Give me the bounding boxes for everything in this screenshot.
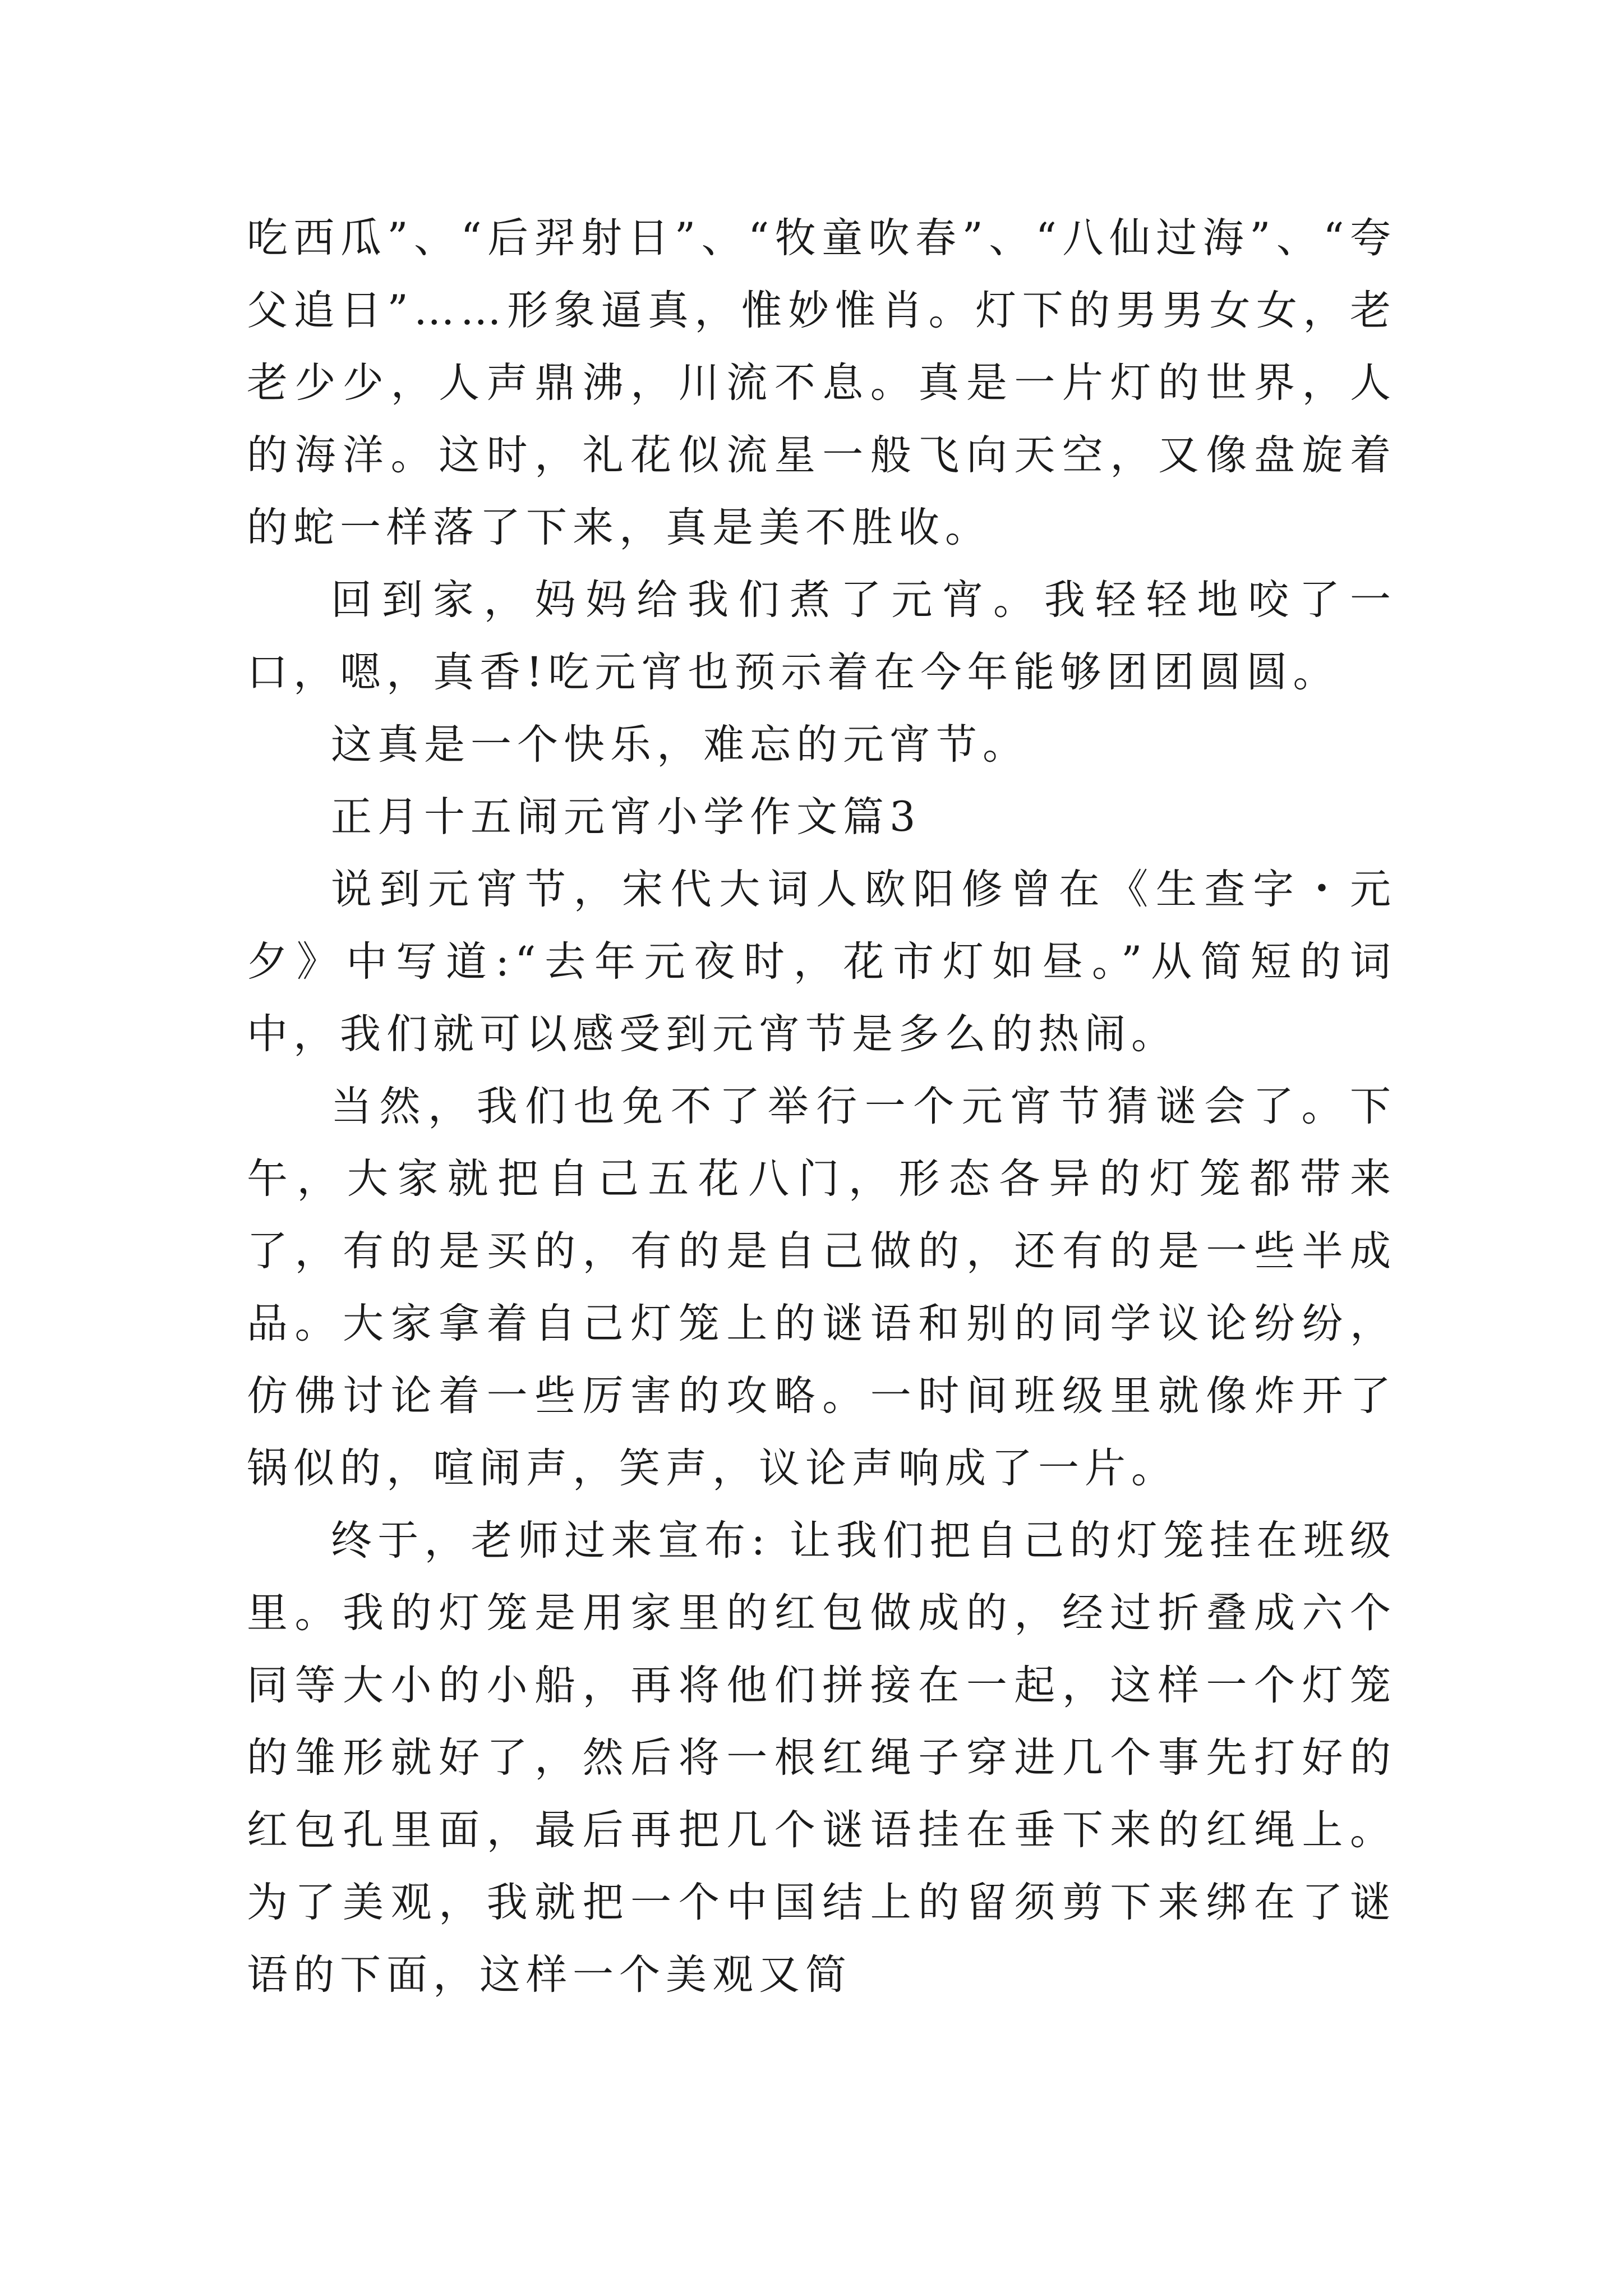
essay-title: 正月十五闹元宵小学作文篇3 — [331, 793, 921, 841]
paragraph-happy-festival: 这真是一个快乐，难忘的元宵节。 — [331, 721, 1029, 769]
paragraph-lantern-scene: 吃西瓜”、“后羿射日”、“牧童吹春”、“八仙过海”、“夸父追日”……形象逼真，惟妙惟肖。灯下的男男女女，老老少少，人声鼎沸，川流不息。真是一片灯的世界，人的海洋。这时，礼花似流星一般飞向天空，又像盘旋着的蛇一样落了下来，真是美不胜收。 — [247, 214, 1396, 551]
paragraph-ouyang-xiu-poem: 说到元宵节，宋代大词人欧阳修曾在《生查字・元夕》中写道:“去年元夜时，花市灯如昼。”从简短的词中，我们就可以感受到元宵节是多么的热闹。 — [247, 866, 1396, 1058]
paragraph-lantern-making: 终于，老师过来宣布: 让我们把自己的灯笼挂在班级里。我的灯笼是用家里的红包做成的，经过折叠成六个同等大小的小船，再将他们拼接在一起，这样一个灯笼的雏形就好了，然后将一根红绳子穿进几个事先打好的红包孔里面，最后再把几个谜语挂在垂下来的红绳上。为了美观，我就把一个中国结上的留须剪下来绑在了谜语的下面，这样一个美观又简 — [247, 1517, 1396, 1999]
paragraph-riddle-party: 当然，我们也免不了举行一个元宵节猜谜会了。下午，大家就把自己五花八门，形态各异的灯笼都带来了，有的是买的，有的是自己做的，还有的是一些半成品。大家拿着自己灯笼上的谜语和别的同学议论纷纷，仿佛讨论着一些厉害的攻略。一时间班级里就像炸开了锅似的，喧闹声，笑声，议论声响成了一片。 — [247, 1083, 1396, 1492]
document-body — [247, 202, 1396, 2011]
paragraph-eating-yuanxiao: 回到家，妈妈给我们煮了元宵。我轻轻地咬了一口，嗯，真香!吃元宵也预示着在今年能够团团圆圆。 — [247, 576, 1396, 696]
